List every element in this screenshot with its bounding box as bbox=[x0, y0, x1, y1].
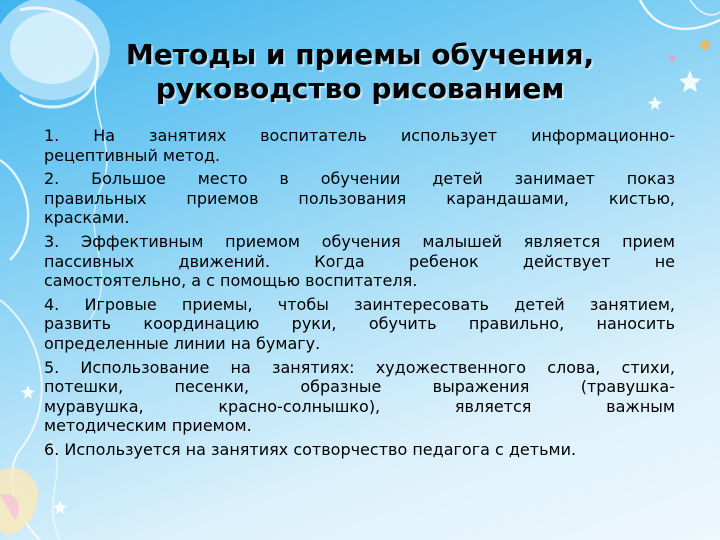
list-item-line: 5. Использование на занятиях: художественного слова, стихи, bbox=[44, 357, 675, 377]
list-item bbox=[44, 295, 675, 354]
list-item-line: методическим приемом. bbox=[44, 416, 252, 436]
slide-title bbox=[80, 38, 640, 106]
list-item bbox=[44, 126, 675, 165]
list-item bbox=[44, 440, 675, 460]
list-item bbox=[44, 358, 675, 436]
list-item-line: муравушка, красно-солнышко), является важным bbox=[44, 396, 675, 416]
list-item-line: развить координацию руки, обучить правильно, наносить bbox=[44, 314, 675, 334]
methods-list bbox=[44, 126, 675, 464]
title-line-2: руководство рисованием bbox=[155, 72, 565, 105]
list-item bbox=[44, 232, 675, 291]
list-item-line: пассивных движений. Когда ребенок действует не bbox=[44, 251, 675, 271]
list-item-line: 1. На занятиях воспитатель использует информационно- bbox=[44, 126, 675, 145]
list-item-line: 3. Эффективным приемом обучения малышей является прием bbox=[44, 231, 675, 251]
list-item-line: красками. bbox=[44, 208, 130, 228]
list-item bbox=[44, 169, 675, 228]
list-item-line: рецептивный метод. bbox=[44, 145, 221, 165]
list-item-line: определенные линии на бумагу. bbox=[44, 333, 321, 353]
list-item-line: самостоятельно, а с помощью воспитателя. bbox=[44, 271, 418, 291]
list-item-line: 2. Большое место в обучении детей занимает показ bbox=[44, 169, 675, 189]
list-item-line: правильных приемов пользования карандашами, кистью, bbox=[44, 188, 675, 208]
list-item-line: потешки, песенки, образные выражения (травушка- bbox=[44, 377, 675, 397]
list-item-line: 6. Используется на занятиях сотворчество педагога с детьми. bbox=[44, 439, 577, 459]
title-line-1: Методы и приемы обучения, bbox=[125, 38, 595, 71]
list-item-line: 4. Игровые приемы, чтобы заинтересовать детей занятием, bbox=[44, 294, 675, 314]
